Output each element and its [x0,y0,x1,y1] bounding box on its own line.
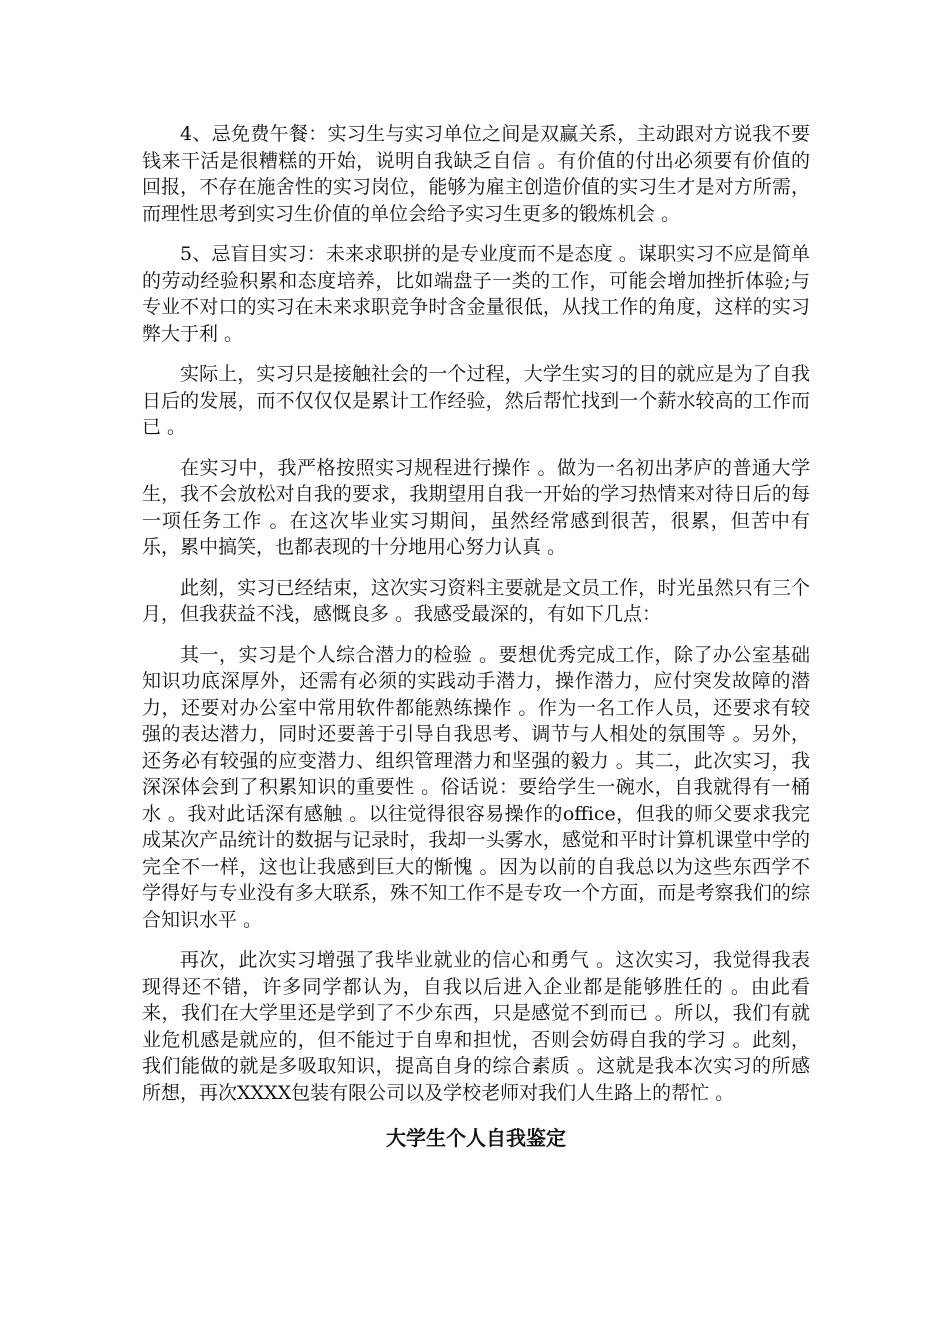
paragraph-7: 再次，此次实习增强了我毕业就业的信心和勇气 。这次实习，我觉得我表现得还不错，许多同学都认为，自我以后进入企业都是能够胜任的 。由此看来，我们在大学里还是学到了不少东西，只是感觉不到而已 。所以，我们有就业危机感是就应的，但不能过于自卑和担忧，否则会妨碍自我的学习 。此刻，我们能做的就是多吸取知识，提高自身的综合素质 。这就是我本次实习的所感所想，再次XXXX包装有限公司以及学校老师对我们人生路上的帮忙 。 [142,949,810,1104]
paragraph-2: 5、忌盲目实习：未来求职拼的是专业度而不是态度 。谋职实习不应是简单的劳动经验积累和态度培养，比如端盘子一类的工作，可能会增加挫折体验;与专业不对口的实习在未来求职竞争时含金量很低，从找工作的角度，这样的实习弊大于利 。 [142,243,810,345]
paragraph-6: 其一，实习是个人综合潜力的检验 。要想优秀完成工作，除了办公室基础知识功底深厚外，还需有必须的实践动手潜力，操作潜力，应付突发故障的潜力，还要对办公室中常用软件都能熟练操作 。作为一名工作人员，还要求有较强的表达潜力，同时还要善于引导自我思考、调节与人相处的氛围等 。另外，还务必有较强的应变潜力、组织管理潜力和坚强的毅力 。其二，此次实习，我深深体会到了积累知识的重要性 。俗话说：要给学生一碗水，自我就得有一桶水 。我对此话深有感触 。以往觉得很容易操作的office，但我的师父要求我完成某次产品统计的数据与记录时，我却一头雾水，感觉和平时计算机课堂中学的完全不一样，这也让我感到巨大的惭愧 。因为以前的自我总以为这些东西学不学得好与专业没有多大联系，殊不知工作不是专攻一个方面，而是考察我们的综合知识水平 。 [142,643,810,931]
section-heading: 大学生个人自我鉴定 [386,1126,566,1150]
paragraph-3: 实际上，实习只是接触社会的一个过程，大学生实习的目的就应是为了自我日后的发展，而不仅仅仅是累计工作经验，然后帮忙找到一个薪水较高的工作而已 。 [142,363,810,438]
document-page [142,121,810,1152]
paragraph-4: 在实习中，我严格按照实习规程进行操作 。做为一名初出茅庐的普通大学生，我不会放松对自我的要求，我期望用自我一开始的学习热情来对待日后的每一项任务工作 。在这次毕业实习期间，虽然经常感到很苦，很累，但苦中有乐，累中搞笑，也都表现的十分地用心努力认真 。 [142,456,810,558]
paragraph-1: 4、忌免费午餐：实习生与实习单位之间是双赢关系，主动跟对方说我不要钱来干活是很糟糕的开始，说明自我缺乏自信 。有价值的付出必须要有价值的回报，不存在施舍性的实习岗位，能够为雇主创造价值的实习生才是对方所需，而理性思考到实习生价值的单位会给予实习生更多的锻炼机会 。 [142,123,810,225]
paragraph-5: 此刻，实习已经结束，这次实习资料主要就是文员工作，时光虽然只有三个月，但我获益不浅，感慨良多 。我感受最深的，有如下几点： [142,576,810,625]
